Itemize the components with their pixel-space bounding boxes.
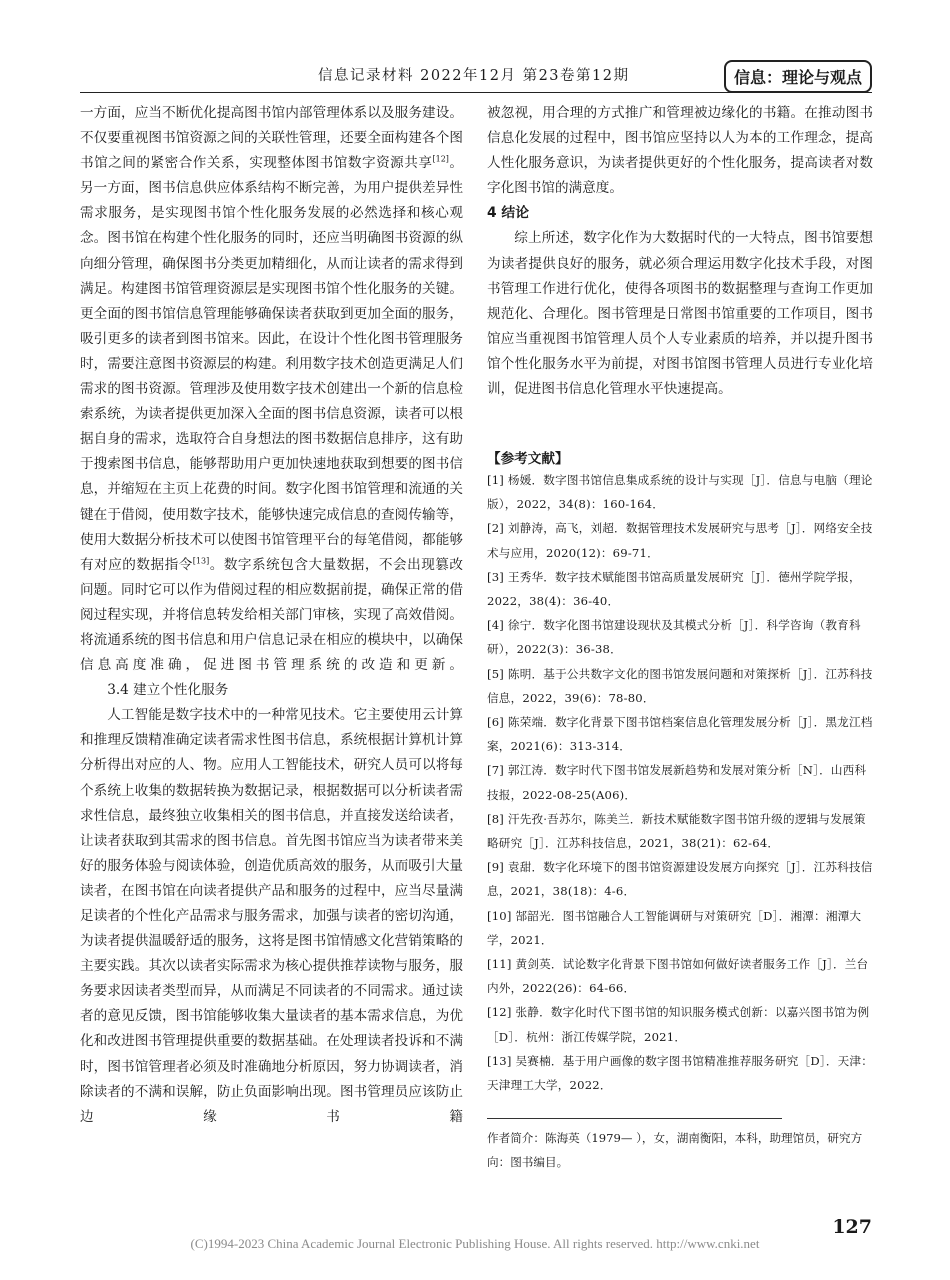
author-divider — [487, 1118, 782, 1119]
reference-item: [1] 杨媛．数字图书馆信息集成系统的设计与实现［J］．信息与电脑（理论版），2022，34(8)：160-164． — [487, 473, 873, 512]
reference-item: [4] 徐宁．数字化图书馆建设现状及其模式分析［J］．科学咨询（教育科研），2022(3)：36-38． — [487, 618, 861, 657]
conclusion-paragraph: 综上所述，数字化作为大数据时代的一大特点，图书馆要想为读者提供良好的服务，就必须合理运用数字化技术手段，对图书管理工作进行优化，使得各项图书的数据整理与查询工作更加规范化、合理化。图书管理是日常图书馆重要的工作项目，图书馆应当重视图书馆管理人员个人专业素质的培养，并以提升图书馆个性化服务水平为前提，对图书馆图书管理人员进行专业化培训，促进图书信息化管理水平快速提高。 — [487, 230, 873, 398]
reference-item: [6] 陈荣端．数字化背景下图书馆档案信息化管理发展分析［J］．黑龙江档案，2021(6)：313-314． — [487, 715, 873, 754]
section-badge: 信息：理论与观点 — [724, 60, 872, 93]
reference-item: [2] 刘静涛，高飞，刘超．数据管理技术发展研究与思考［J］．网络安全技术与应用，2020(12)：69-71． — [487, 521, 873, 560]
page-header — [80, 62, 872, 93]
author-bio: 作者简介：陈海英（1979— ），女，湖南衡阳，本科，助理馆员，研究方向：图书编目。 — [487, 1131, 863, 1169]
subsection-heading: 3.4 建立个性化服务 — [107, 682, 229, 699]
body-paragraph: 被忽视，用合理的方式推广和管理被边缘化的书籍。在推动图书信息化发展的过程中，图书馆应坚持以人为本的工作理念，提高人性化服务意识，为读者提供更好的个性化服务，提高读者对数字化图书馆的满意度。 — [487, 105, 873, 197]
reference-item: [5] 陈明．基于公共数字文化的图书馆发展问题和对策探析［J］．江苏科技信息，2022，39(6)：78-80． — [487, 666, 873, 705]
reference-item: [3] 王秀华．数字技术赋能图书馆高质量发展研究［J］．德州学院学报，2022，38(4)：36-40． — [487, 569, 861, 609]
right-column — [487, 101, 873, 402]
journal-info: 信息记录材料 2022年12月 第23卷第12期 — [318, 68, 630, 84]
page-number: 127 — [832, 1216, 872, 1238]
reference-item: [9] 袁甜．数字化环境下的图书馆资源建设发展方向探究［J］．江苏科技信息，2021，38(18)：4-6． — [487, 860, 873, 899]
left-column — [80, 101, 463, 1130]
citation-12[interactable]: [12] — [432, 154, 449, 164]
conclusion-heading: 4 结论 — [487, 205, 529, 222]
reference-item: [7] 郭江涛．数字时代下图书馆发展新趋势和发展对策分析［N］．山西科技报，2022-08-25(A06)． — [487, 763, 867, 802]
body-paragraph: 人工智能是数字技术中的一种常见技术。它主要使用云计算和推理反馈精准确定读者需求性图书信息，系统根据计算机计算分析得出对应的人、物。应用人工智能技术，研究人员可以将每个系统上收集的数据转换为数据记录，根据数据可以分析读者需求性信息，最终独立收集相关的图书信息，并直接发送给读者，让读者获取到其需求的图书信息。首先图书馆应当为读者带来美好的服务体验与阅读体验，创造优质高效的服务，从而吸引大量读者，在图书馆在向读者提供产品和服务的过程中，应当尽量满足读者的个性化产品需求与服务需求，加强与读者的密切沟通，为读者提供温暖舒适的服务，这将是图书馆情感文化营销策略的主要实践。其次以读者实际需求为核心提供推荐读物与服务，服务要求因读者类型而异，从而满足不同读者的不同需求。通过读者的意见反馈，图书馆能够收集大量读者的基本需求信息，为优化和改进图书管理提供重要的数据基础。在处理读者投诉和不满时，图书馆管理者必须及时准确地分析原因，努力协调读者，消除读者的不满和误解，防止负面影响出现。图书管理员应该防止边缘书籍 — [80, 707, 463, 1125]
reference-item: [11] 黄剑英．试论数字化背景下图书馆如何做好读者服务工作［J］．兰台内外，2022(26)：64-66． — [487, 957, 869, 996]
body-paragraph: 一方面，应当不断优化提高图书馆内部管理体系以及服务建设。不仅要重视图书馆资源之间的关联性管理，还要全面构建各个图书馆之间的紧密合作关系，实现整体图书馆数字资源共享[12]。另一方面，图书信息供应体系结构不断完善，为用户提供差异性需求服务，是实现图书馆个性化服务发展的必然选择和核心观念。图书馆在构建个性化服务的同时，还应当明确图书资源的纵向细分管理，确保图书分类更加精细化，从而让读者的需求得到满足。构建图书馆管理资源层是实现图书馆个性化服务的关键。更全面的图书馆信息管理能够确保读者获取到更加全面的服务，吸引更多的读者到图书馆来。因此，在设计个性化图书管理服务时，需要注意图书资源层的构建。利用数字技术创造更满足人们需求的图书资源。管理涉及使用数字技术创建出一个新的信息检索系统，为读者提供更加深入全面的图书信息资源，读者可以根据自身的需求，选取符合自身想法的图书数据信息排序，这有助于搜索图书信息，能够帮助用户更加快速地获取到想要的图书信息，并缩短在主页上花费的时间。数字化图书馆管理和流通的关键在于借阅，使用数字技术，能够快速完成信息的查阅传输等，使用大数据分析技术可以使图书馆管理平台的每笔借阅，都能够有对应的数据指令[13]。数字系统包含大量数据，不会出现篡改问题。同时它可以作为借阅过程的相应数据前提，确保正常的借阅过程实现，并将信息转发给相关部门审核，实现了高效借阅。将流通系统的图书信息和用户信息记录在相应的模块中，以确保信息高度准确，促进图书管理系统的改造和更新。 — [80, 105, 464, 674]
reference-list — [487, 468, 873, 1097]
copyright-notice: (C)1994-2023 China Academic Journal Electronic Publishing House. All rights reserved. http://www.cnki.net — [190, 1236, 760, 1251]
references-heading: 【参考文献】 — [487, 451, 569, 467]
reference-item: [8] 汗先孜·吾苏尔，陈美兰．新技术赋能数字图书馆升级的逻辑与发展策略研究［J］．江苏科技信息，2021，38(21)：62-64． — [487, 811, 866, 851]
reference-item: [12] 张静．数字化时代下图书馆的知识服务模式创新：以嘉兴图书馆为例［D］．杭州：浙江传媒学院，2021． — [487, 1005, 870, 1044]
reference-item: [10] 郜韶光．图书馆融合人工智能调研与对策研究［D］．湘潭：湘潭大学，2021． — [487, 908, 862, 947]
citation-13[interactable]: [13] — [192, 556, 210, 566]
reference-item: [13] 吴赛楠．基于用户画像的数字图书馆精准推荐服务研究［D］．天津：天津理工大学，2022． — [487, 1053, 873, 1093]
